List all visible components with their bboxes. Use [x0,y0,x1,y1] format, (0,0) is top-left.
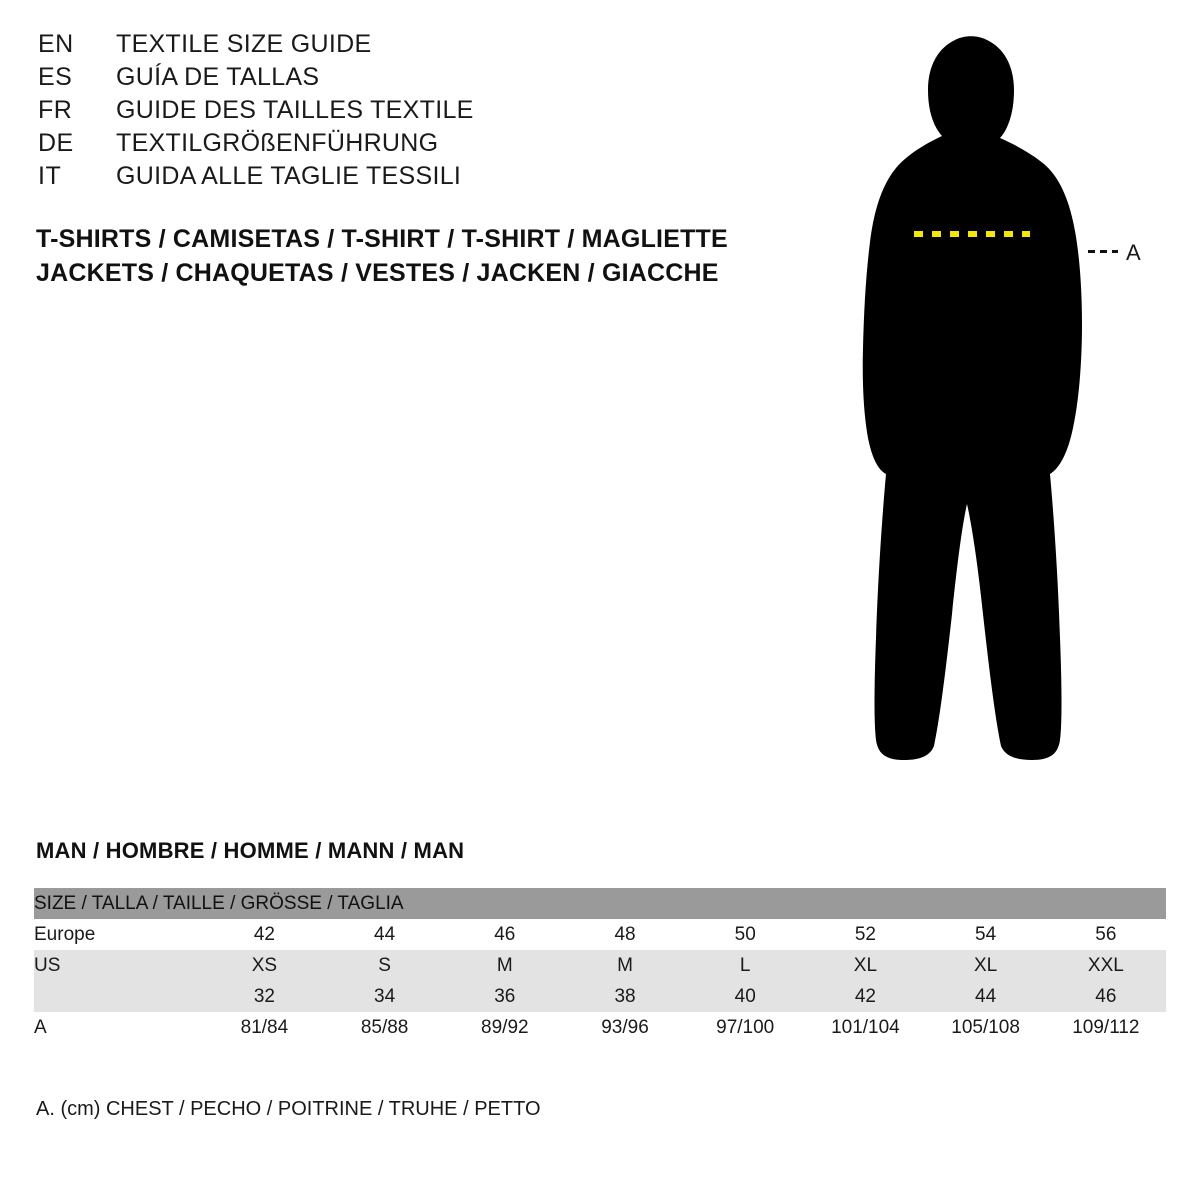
body-figure [830,18,1180,798]
language-code: IT [38,162,62,190]
row-label: US [34,950,204,981]
table-cell: 44 [926,981,1046,1012]
row-label: Europe [34,919,204,950]
table-header-row [34,888,1166,919]
table-cell: 48 [565,919,685,950]
table-cell: 56 [1046,919,1166,950]
language-code: DE [38,129,74,157]
table-cell: 36 [445,981,565,1012]
language-row [38,96,758,129]
language-code: FR [38,96,73,124]
language-code: EN [38,30,74,58]
measure-leader-line [1088,250,1118,253]
table-cell: 46 [1046,981,1166,1012]
table-cell: 81/84 [204,1012,324,1043]
table-row [34,1012,1166,1043]
row-label [34,981,204,1012]
table-cell: 54 [926,919,1046,950]
table-header-label: SIZE / TALLA / TAILLE / GRÖSSE / TAGLIA [34,888,1166,919]
table-cell: XXL [1046,950,1166,981]
table-cell: 101/104 [805,1012,925,1043]
table-cell: L [685,950,805,981]
table-cell: 85/88 [325,1012,445,1043]
table-section-title: MAN / HOMBRE / HOMME / MANN / MAN [36,838,465,863]
language-row [38,30,758,63]
table-row [34,950,1166,981]
table-cell: 50 [685,919,805,950]
language-title: TEXTILE SIZE GUIDE [116,30,372,58]
table-cell: 38 [565,981,685,1012]
table-cell: XS [204,950,324,981]
category-jackets: JACKETS / CHAQUETAS / VESTES / JACKEN / GIACCHE [36,259,719,287]
row-label: A [34,1012,204,1043]
garment-category-list [36,222,836,290]
table-row [34,919,1166,950]
table-cell: 97/100 [685,1012,805,1043]
category-tshirts: T-SHIRTS / CAMISETAS / T-SHIRT / T-SHIRT / MAGLIETTE [36,225,728,253]
language-header-list [38,30,758,195]
language-title: GUIDE DES TAILLES TEXTILE [116,96,474,124]
chest-measure-line [830,18,1180,798]
table-cell: 40 [685,981,805,1012]
language-title: TEXTILGRÖßENFÜHRUNG [116,129,439,157]
table-cell: 93/96 [565,1012,685,1043]
measure-label-a: A [1126,240,1141,265]
table-cell: 109/112 [1046,1012,1166,1043]
language-row [38,63,758,96]
table-cell: 89/92 [445,1012,565,1043]
table-cell: 32 [204,981,324,1012]
language-title: GUIDA ALLE TAGLIE TESSILI [116,162,462,190]
language-title: GUÍA DE TALLAS [116,63,320,91]
table-cell: M [445,950,565,981]
table-cell: 105/108 [926,1012,1046,1043]
language-row [38,162,758,195]
table-cell: 42 [204,919,324,950]
table-cell: 46 [445,919,565,950]
table-cell: XL [926,950,1046,981]
table-cell: 34 [325,981,445,1012]
table-cell: 44 [325,919,445,950]
table-cell: XL [805,950,925,981]
table-cell: 42 [805,981,925,1012]
table-cell: S [325,950,445,981]
table-cell: 52 [805,919,925,950]
language-code: ES [38,63,73,91]
language-row [38,129,758,162]
table-footnote: A. (cm) CHEST / PECHO / POITRINE / TRUHE / PETTO [36,1098,541,1120]
size-table [34,888,1166,1043]
table-cell: M [565,950,685,981]
table-row [34,981,1166,1012]
